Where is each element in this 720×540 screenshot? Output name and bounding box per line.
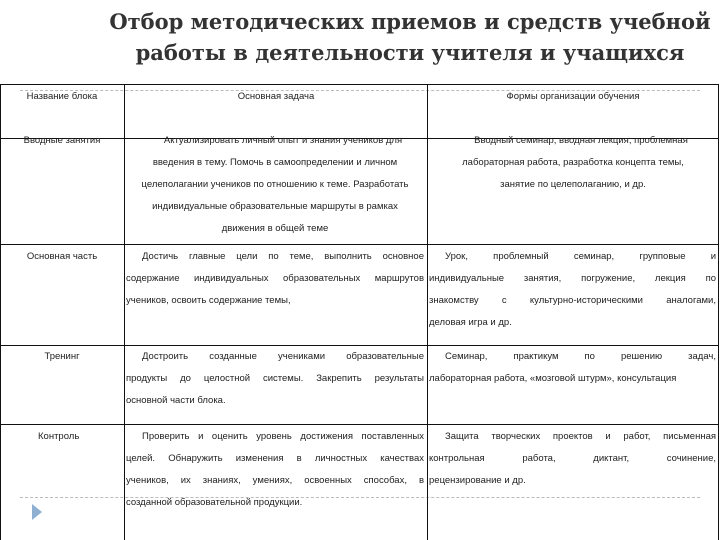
text-line: целеполагании учеников по отношению к теме. Разработать xyxy=(141,179,409,190)
text-line: занятие по целеполаганию, и др. xyxy=(500,179,646,190)
table-border xyxy=(718,84,719,540)
row-task-training xyxy=(126,346,424,412)
text-line: лабораторная работа, разработка концепта темы, xyxy=(462,157,684,168)
table-border xyxy=(0,244,719,245)
header-forms: Формы организации обучения xyxy=(506,91,640,102)
text-line: продукты до целостной системы. Закрепить результаты xyxy=(126,373,424,384)
text-line: основной части блока. xyxy=(126,395,226,406)
text-line: рецензирование и др. xyxy=(429,475,526,486)
row-task-control xyxy=(126,426,424,514)
text-line: созданной образовательной продукции. xyxy=(126,497,303,508)
text-line: индивидуальные образовательные маршруты в рамках xyxy=(152,201,398,212)
table-border xyxy=(427,84,428,540)
text-line: содержание индивидуальных образовательных маршрутов xyxy=(126,273,424,284)
text-line: учеников, их знаниях, умениях, освоенных способах, в xyxy=(126,475,424,486)
text-line: Достичь главные цели по теме, выполнить основное xyxy=(142,251,424,262)
table-border xyxy=(0,424,719,425)
text-line: Урок, проблемный семинар, групповые и xyxy=(445,251,716,262)
row-name-control: Контроль xyxy=(38,431,80,442)
table-border xyxy=(124,84,125,540)
text-line: деловая игра и др. xyxy=(429,317,512,328)
row-forms-intro xyxy=(429,130,717,196)
text-line: Семинар, практикум по решению задач, xyxy=(445,351,716,362)
title-line-2: работы в деятельности учителя и учащихся xyxy=(135,40,685,65)
text-line: Защита творческих проектов и работ, письменная xyxy=(445,431,716,442)
row-name-main: Основная часть xyxy=(26,251,98,262)
table-border xyxy=(0,84,719,85)
text-line: Проверить и оценить уровень достижения поставленных xyxy=(142,431,424,442)
row-task-main xyxy=(126,246,424,312)
text-line: индивидуальные занятия, погружение, лекция по xyxy=(429,273,716,284)
row-task-intro xyxy=(126,130,424,240)
row-forms-main xyxy=(429,246,716,334)
text-line: контрольная работа, диктант, сочинение, xyxy=(429,453,716,464)
row-forms-training xyxy=(429,346,716,390)
play-arrow-icon xyxy=(32,504,42,520)
row-name-training: Тренинг xyxy=(44,351,80,362)
title-line-1: Отбор методических приемов и средств учебной xyxy=(109,9,711,34)
text-line: целей. Обнаружить изменения в личностных качествах xyxy=(126,453,424,464)
text-line: введения в тему. Помочь в самоопределении и личном xyxy=(152,157,398,168)
text-line: Актуализировать личный опыт и знания учеников для xyxy=(163,135,403,146)
text-line: движения в общей теме xyxy=(221,223,329,234)
header-block-name: Название блока xyxy=(26,91,98,102)
table-border xyxy=(0,84,1,540)
header-main-task: Основная задача xyxy=(237,91,315,102)
row-name-intro: Вводные занятия xyxy=(23,135,101,146)
text-line: лабораторная работа, «мозговой штурм», консультация xyxy=(429,373,677,384)
text-line: учеников, освоить содержание темы, xyxy=(126,295,291,306)
text-line: знакомству с культурно-историческими аналогами, xyxy=(429,295,716,306)
page-title xyxy=(100,6,720,68)
text-line: Вводный семинар, вводная лекция, проблемная xyxy=(474,135,688,146)
text-line: Достроить созданные учениками образовательные xyxy=(142,351,424,362)
row-forms-control xyxy=(429,426,716,492)
